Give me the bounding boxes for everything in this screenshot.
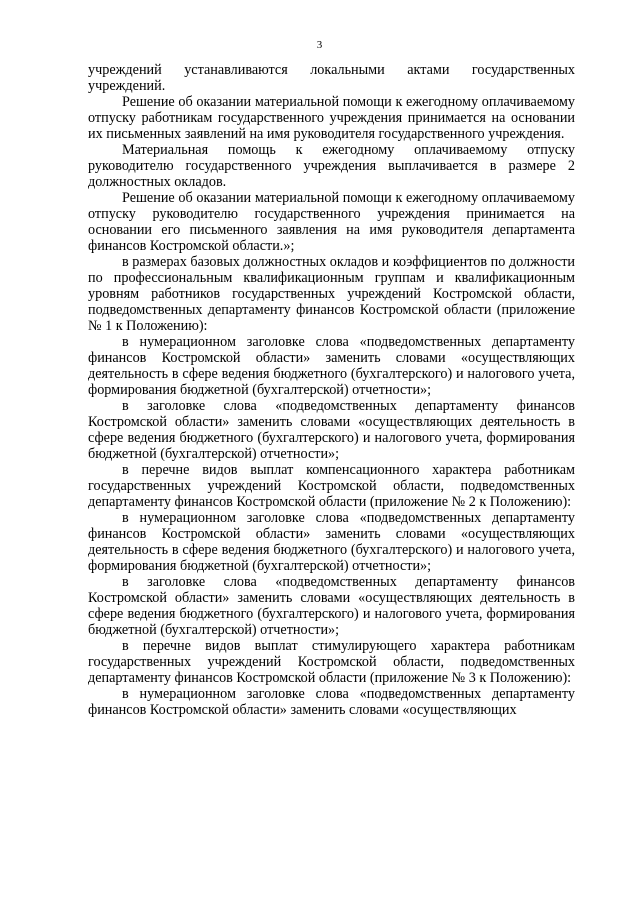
- paragraph: Материальная помощь к ежегодному оплачиваемому отпуску руководителю государственного учреждения выплачивается в размере 2 должностных окладов.: [88, 142, 575, 190]
- paragraph: в заголовке слова «подведомственных департаменту финансов Костромской области» заменить словами «осуществляющих деятельность в сфере ведения бюджетного (бухгалтерского) и налогового учета, формирования бюджетной (бухгалтерской) отчетности»;: [88, 574, 575, 638]
- document-body: [88, 62, 575, 718]
- paragraph: в нумерационном заголовке слова «подведомственных департаменту финансов Костромской области» заменить словами «осуществляющих: [88, 686, 575, 718]
- paragraph: учреждений устанавливаются локальными актами государственных учреждений.: [88, 62, 575, 94]
- paragraph: Решение об оказании материальной помощи к ежегодному оплачиваемому отпуску руководителю государственного учреждения принимается на основании его письменного заявления на имя руководителя департамента финансов Костромской области.»;: [88, 190, 575, 254]
- paragraph: Решение об оказании материальной помощи к ежегодному оплачиваемому отпуску работникам государственного учреждения принимается на основании их письменных заявлений на имя руководителя государственного учреждения.: [88, 94, 575, 142]
- paragraph: в размерах базовых должностных окладов и коэффициентов по должности по профессиональным квалификационным группам и квалификационным уровням работников государственных учреждений Костромской области, подведомственных департаменту финансов Костромской области (приложение № 1 к Положению):: [88, 254, 575, 334]
- paragraph: в нумерационном заголовке слова «подведомственных департаменту финансов Костромской области» заменить словами «осуществляющих деятельность в сфере ведения бюджетного (бухгалтерского) и налогового учета, формирования бюджетной (бухгалтерской) отчетности»;: [88, 334, 575, 398]
- paragraph: в нумерационном заголовке слова «подведомственных департаменту финансов Костромской области» заменить словами «осуществляющих деятельность в сфере ведения бюджетного (бухгалтерского) и налогового учета, формирования бюджетной (бухгалтерской) отчетности»;: [88, 510, 575, 574]
- paragraph: в перечне видов выплат стимулирующего характера работникам государственных учреждений Костромской области, подведомственных департаменту финансов Костромской области (приложение № 3 к Положению):: [88, 638, 575, 686]
- paragraph: в заголовке слова «подведомственных департаменту финансов Костромской области» заменить словами «осуществляющих деятельность в сфере ведения бюджетного (бухгалтерского) и налогового учета, формирования бюджетной (бухгалтерской) отчетности»;: [88, 398, 575, 462]
- page-number: 3: [316, 39, 323, 51]
- paragraph: в перечне видов выплат компенсационного характера работникам государственных учреждений Костромской области, подведомственных департаменту финансов Костромской области (приложение № 2 к Положению):: [88, 462, 575, 510]
